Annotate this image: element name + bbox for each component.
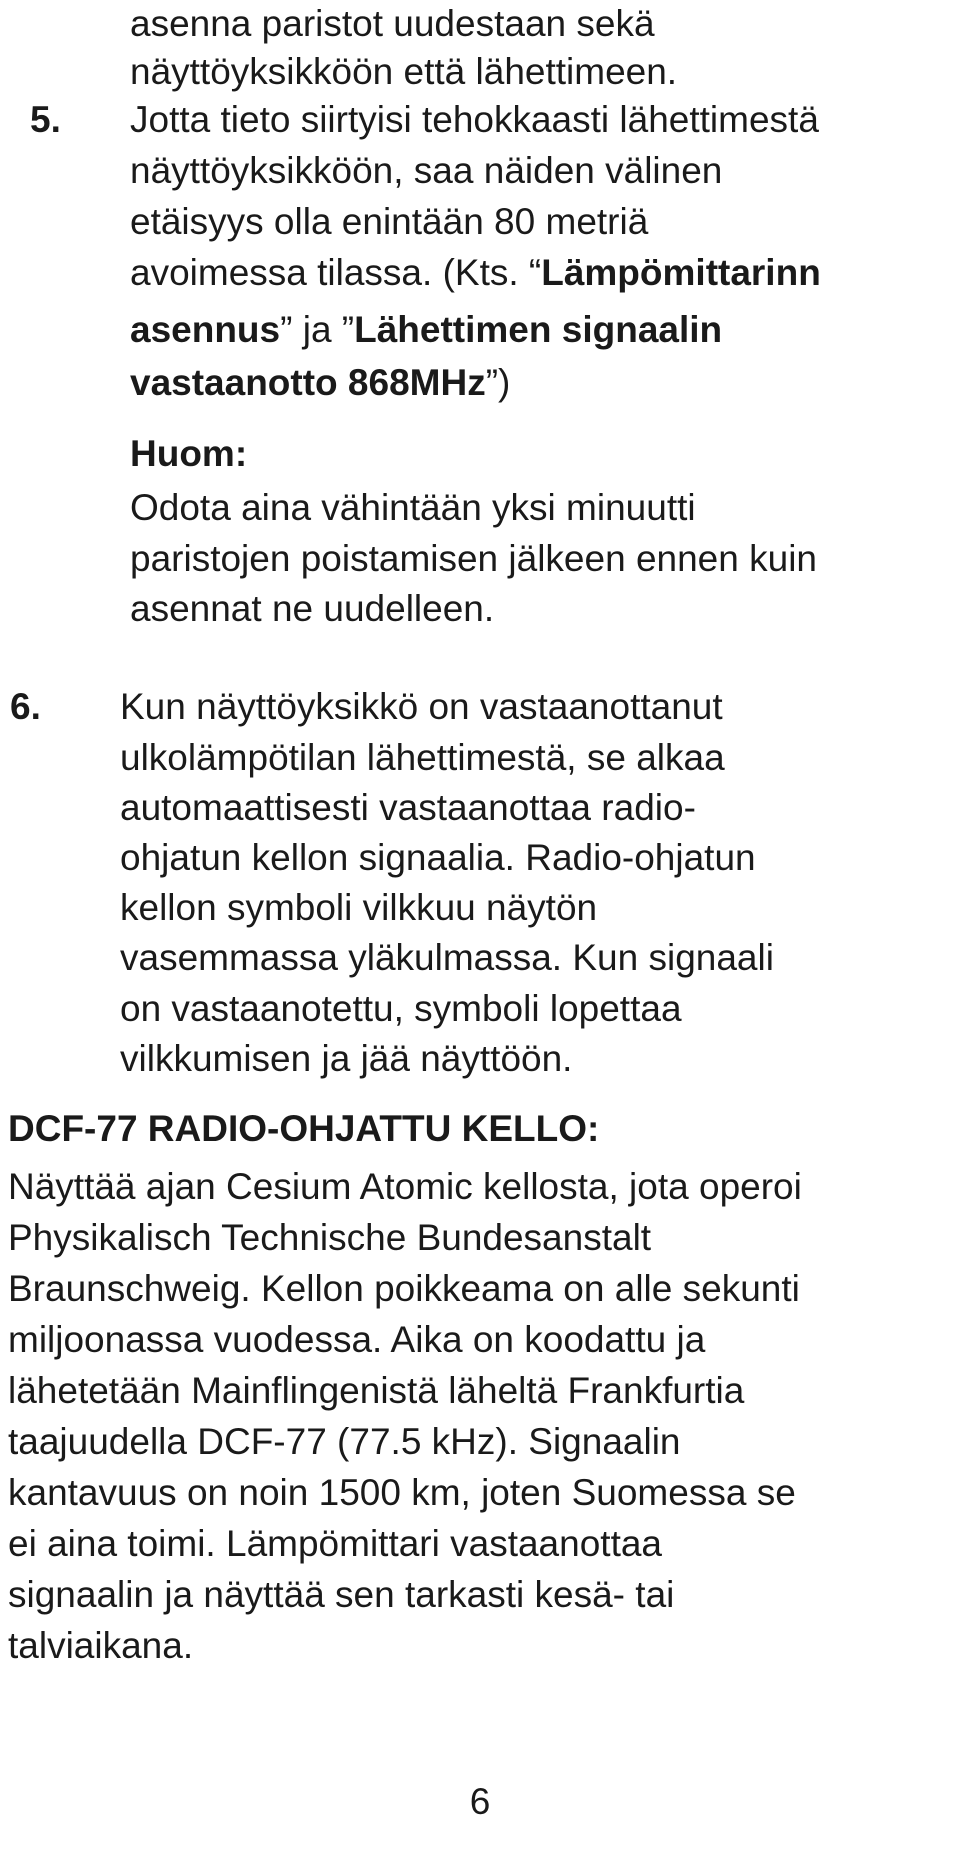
step-6-number: 6.: [10, 686, 41, 727]
page-number: 6: [469, 1781, 491, 1822]
step-5-line: etäisyys olla enintään 80 metriä: [130, 201, 649, 242]
step-6-line: ohjatun kellon signaalia. Radio-ohjatun: [120, 837, 756, 878]
step-5-text: avoimessa tilassa. (Kts.: [130, 252, 529, 293]
continued-line: näyttöyksikköön että lähettimeen.: [130, 51, 678, 92]
section-line: Braunschweig. Kellon poikkeama on alle sekunti: [8, 1268, 800, 1309]
step-6-line: vilkkumisen ja jää näyttöön.: [120, 1038, 573, 1079]
step-5-line: [130, 249, 821, 297]
reference-title: Lähettimen signaalin: [354, 309, 723, 350]
step-6-line: kellon symboli vilkkuu näytön: [120, 887, 598, 928]
section-line: talviaikana.: [8, 1625, 194, 1666]
step-6-line: automaattisesti vastaanottaa radio-: [120, 787, 696, 828]
step-6-line: vasemmassa yläkulmassa. Kun signaali: [120, 937, 774, 978]
note-line: asennat ne uudelleen.: [130, 588, 495, 629]
continued-line: asenna paristot uudestaan sekä: [130, 3, 655, 44]
step-6-line: ulkolämpötilan lähettimestä, se alkaa: [120, 737, 725, 778]
reference-title: vastaanotto 868MHz: [130, 362, 486, 403]
section-line: Physikalisch Technische Bundesanstalt: [8, 1217, 652, 1258]
quote-mark: ” ja ”: [280, 309, 355, 350]
step-5-line: Jotta tieto siirtyisi tehokkaasti lähettimestä: [130, 99, 819, 140]
step-6-line: Kun näyttöyksikkö on vastaanottanut: [120, 686, 723, 727]
section-line: taajuudella DCF-77 (77.5 kHz). Signaalin: [8, 1421, 681, 1462]
section-line: signaalin ja näyttää sen tarkasti kesä- tai: [8, 1574, 675, 1615]
section-line: ei aina toimi. Lämpömittari vastaanottaa: [8, 1523, 663, 1564]
step-5-text: ”): [485, 362, 511, 403]
reference-title: Lämpömittarinn: [541, 252, 821, 293]
step-5-line: [130, 306, 722, 354]
note-line: Odota aina vähintään yksi minuutti: [130, 487, 696, 528]
quote-mark: “: [528, 252, 542, 293]
section-line: miljoonassa vuodessa. Aika on koodattu ja: [8, 1319, 706, 1360]
note-title: Huom:: [130, 433, 248, 474]
note-line: paristojen poistamisen jälkeen ennen kuin: [130, 538, 817, 579]
section-heading: DCF-77 RADIO-OHJATTU KELLO:: [8, 1108, 600, 1149]
step-6-line: on vastaanotettu, symboli lopettaa: [120, 988, 682, 1029]
step-5-line: näyttöyksikköön, saa näiden välinen: [130, 150, 723, 191]
step-5-number: 5.: [30, 99, 61, 140]
section-line: Näyttää ajan Cesium Atomic kellosta, jota operoi: [8, 1166, 802, 1207]
reference-title: asennus: [130, 309, 281, 350]
section-line: lähetetään Mainflingenistä läheltä Frankfurtia: [8, 1370, 745, 1411]
step-5-line: [130, 359, 510, 407]
section-line: kantavuus on noin 1500 km, joten Suomessa se: [8, 1472, 796, 1513]
